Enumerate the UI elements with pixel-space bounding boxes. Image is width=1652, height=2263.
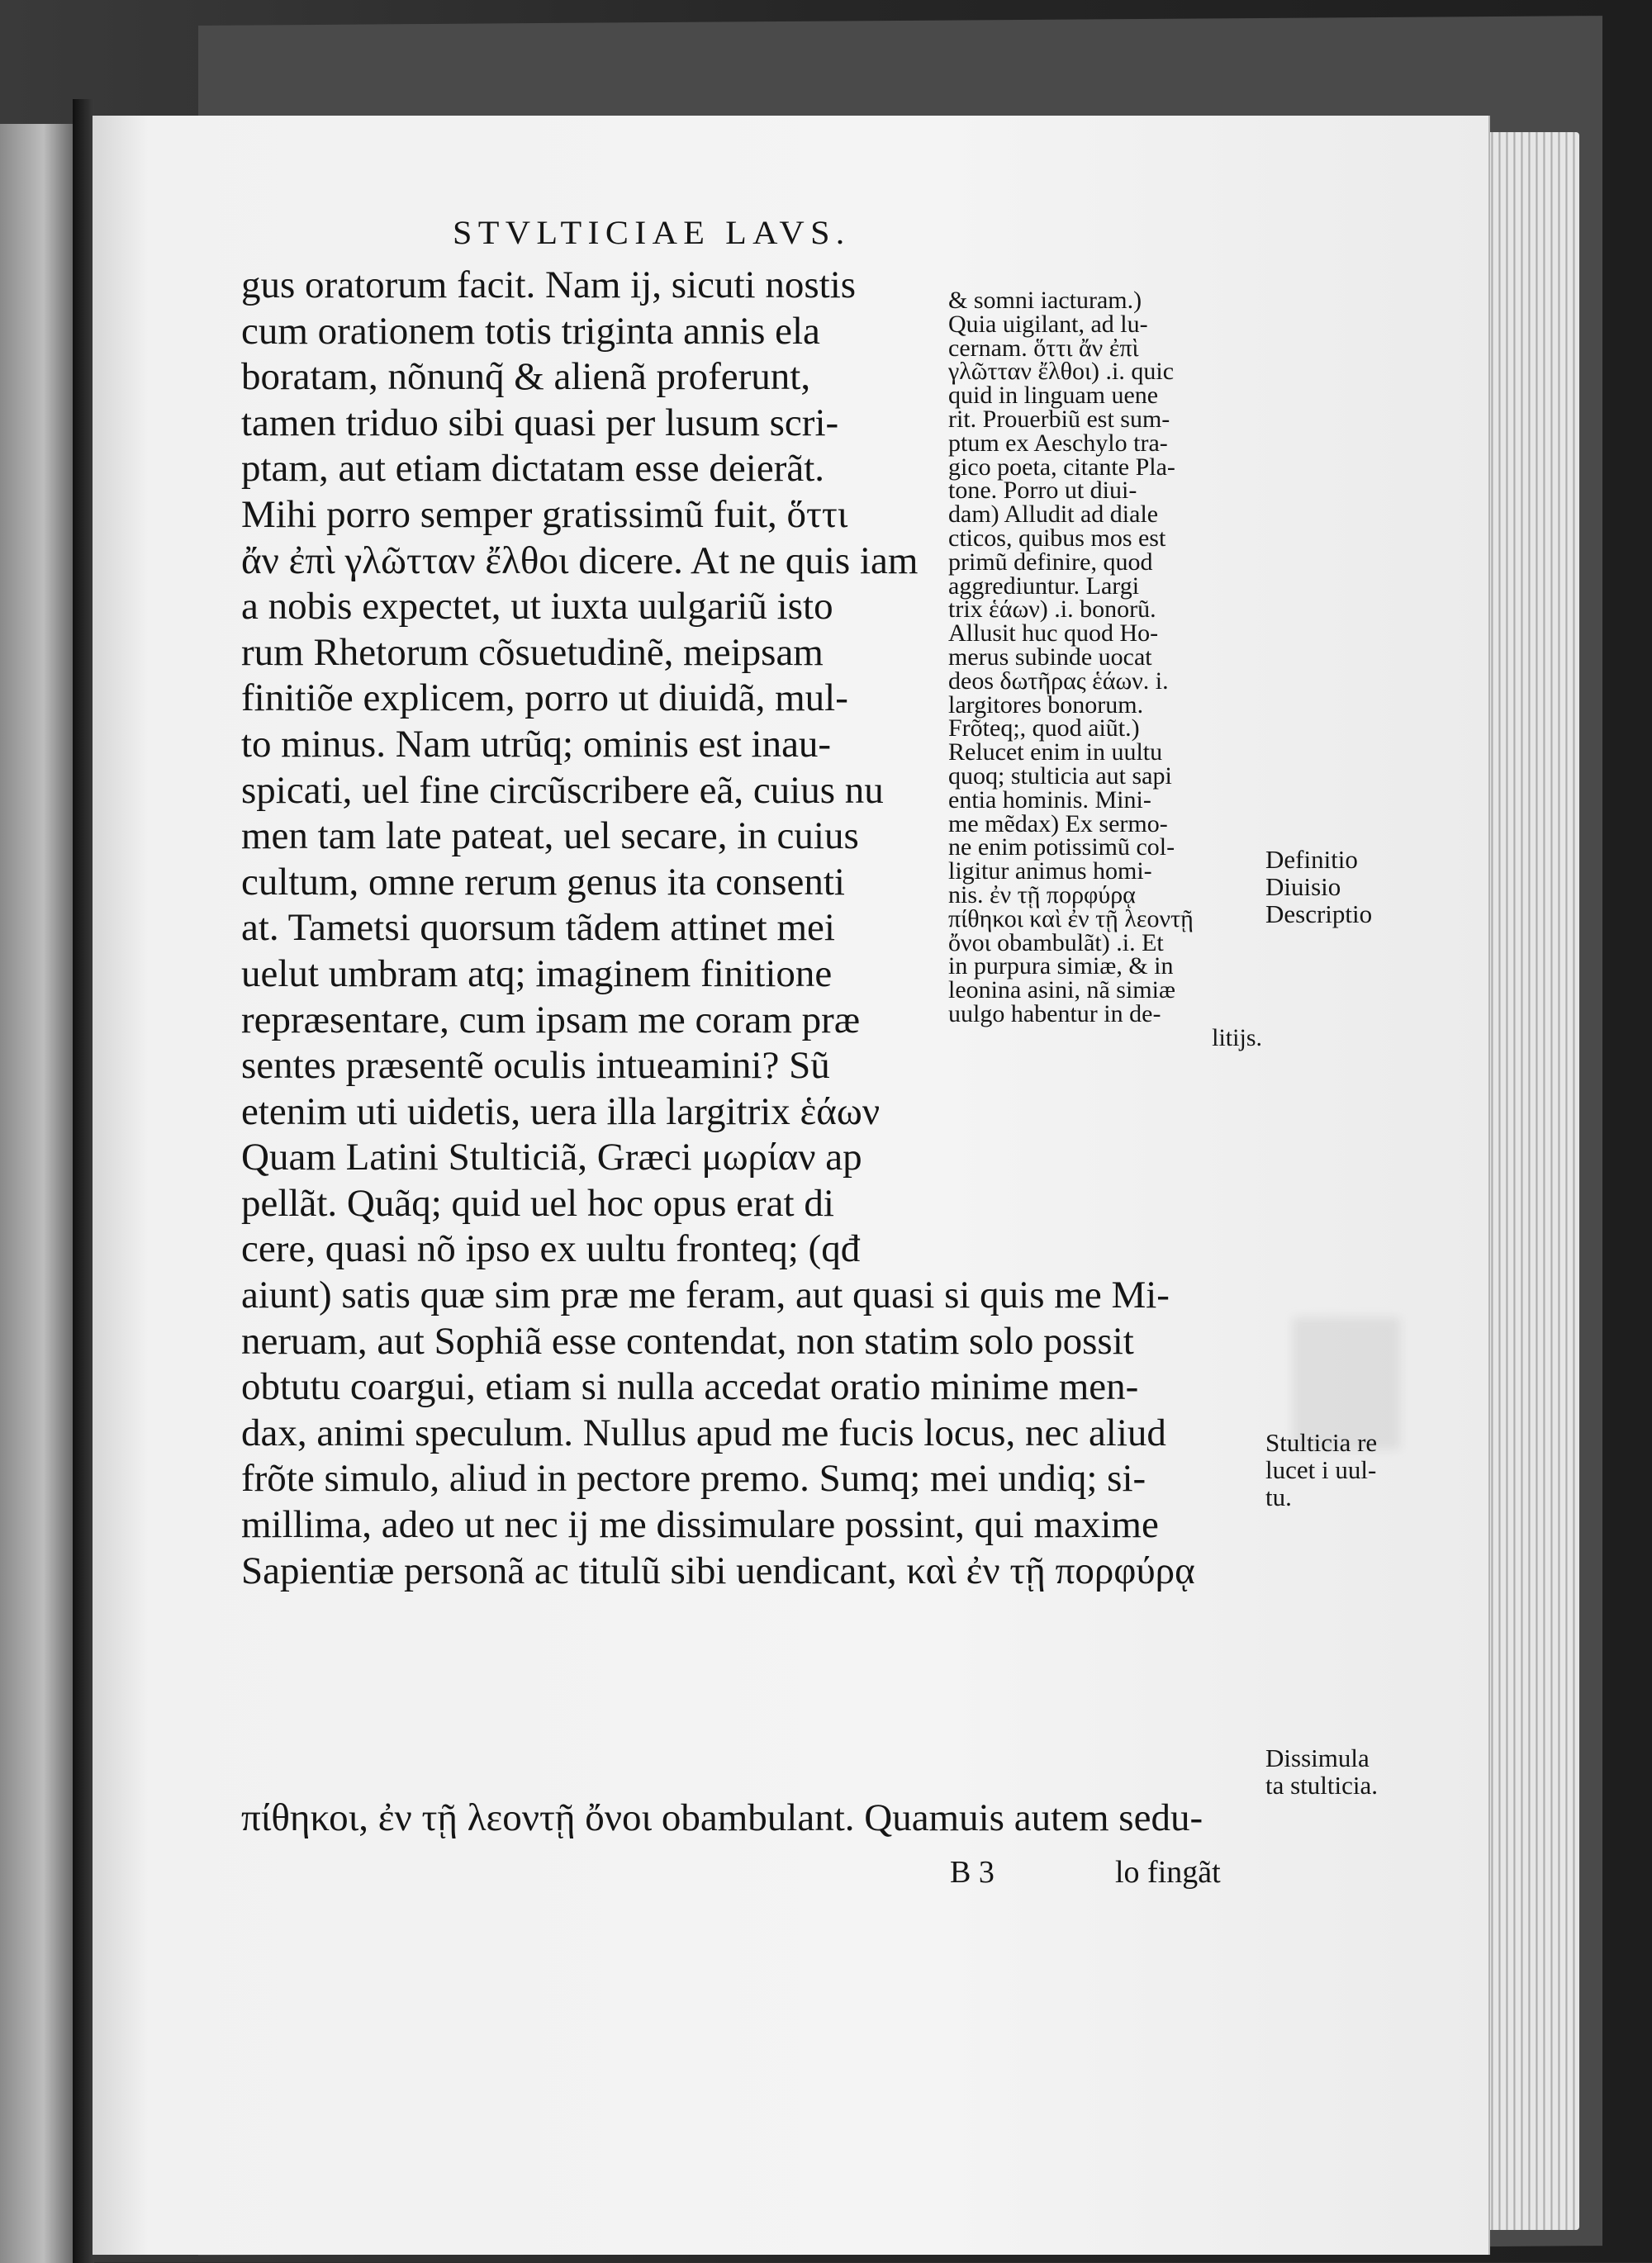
gloss-line: & somni iacturam.) [948,287,1142,314]
signature-mark: B 3 [950,1855,995,1890]
gloss-line: me mẽdax) Ex sermo- [948,809,1168,837]
gloss-line: quid in linguam uene [948,382,1159,410]
main-line: gus oratorum facit. Nam ij, sicuti nostis [241,263,857,306]
facing-page-edge [0,124,73,2263]
commentary-column [948,289,1262,1051]
gloss-line: ligitur animus homi- [948,857,1152,885]
main-line: rum Rhetorum cõsuetudinẽ, meipsam [241,630,824,674]
main-line: ptam, aut etiam dictatam esse deierãt. [241,447,825,491]
main-line: cultum, omne rerum genus ita consenti [241,860,845,904]
gloss-line: dam) Alludit ad diale [948,501,1159,529]
margin-note-line: tu. [1265,1483,1292,1511]
main-line: pellãt. Quãq; quid uel hoc opus erat di [241,1181,834,1225]
margin-note-line: ta stulticia. [1265,1771,1379,1800]
margin-note-definitio [1265,846,1372,927]
main-line: etenim uti uidetis, uera illa largitrix ἑάων [241,1089,881,1133]
margin-note-line: Definitio [1265,845,1358,874]
main-line: Sapientiæ personã ac titulũ sibi uendicant, καὶ ἐν τῇ πορφύρᾳ [241,1549,1195,1592]
margin-note-dissimulata [1265,1744,1378,1799]
gloss-line: primũ definire, quod [948,548,1153,576]
page-fore-edge [1479,132,1579,2230]
main-line: spicati, uel fine circũscribere eã, cuius nu [241,768,884,812]
gloss-line: litijs. [1212,1023,1262,1051]
main-line: to minus. Nam utrũq; ominis est inau- [241,722,832,766]
main-line: frõte simulo, aliud in pectore premo. Sumq; mei undiq; si- [241,1457,1146,1501]
running-head: STVLTICIAE LAVS. [453,214,851,251]
gloss-line: gico poeta, citante Pla- [948,453,1175,481]
gloss-line: cernam. ὅττι ἄν ἐπὶ [948,334,1139,362]
main-line: Quam Latini Stulticiã, Græci μωρίαν ap [241,1136,862,1179]
main-line: finitiõe explicem, porro ut diuidã, mul- [241,676,848,720]
main-line: a nobis expectet, ut iuxta uulgariũ isto [241,585,833,629]
main-line: Mihi porro semper gratissimũ fuit, ὅττι [241,492,848,536]
gloss-line: Allusit huc quod Ho- [948,619,1159,648]
gloss-line: in purpura simiæ, & in [948,952,1174,980]
main-line: uelut umbram atq; imaginem finitione [241,951,833,995]
gloss-line: rit. Prouerbiũ est sum- [948,405,1170,433]
gloss-line: ὄνοι obambulãt) .i. Et [948,928,1164,956]
main-line: cum orationem totis triginta annis ela [241,309,820,353]
margin-note-line: lucet i uul- [1265,1455,1377,1484]
gloss-line: tone. Porro ut diui- [948,477,1137,505]
gloss-line: merus subinde uocat [948,643,1152,671]
gloss-line: largitores bonorum. [948,690,1144,719]
gloss-line: ne enim potissimũ col- [948,833,1175,861]
catchword: lo fingãt [1115,1855,1221,1890]
main-line: aiunt) satis quæ sim præ me feram, aut quasi si quis me Mi- [241,1274,1170,1317]
margin-note-line: Descriptio [1265,899,1373,928]
main-line: sentes præsentẽ oculis intueamini? Sũ [241,1044,830,1088]
main-line: dax, animi speculum. Nullus apud me fucis locus, nec aliud [241,1411,1166,1454]
gloss-line: aggrediuntur. Largi [948,572,1140,600]
margin-note-line: Stulticia re [1265,1428,1378,1457]
main-line: boratam, nõnunq̃ & alienã proferunt, [241,355,811,399]
gloss-line: leonina asini, nã simiæ [948,976,1175,1004]
main-line: tamen triduo sibi quasi per lusum scri- [241,401,839,444]
main-line: repræsentare, cum ipsam me coram præ [241,998,861,1041]
main-line: at. Tametsi quorsum tãdem attinet mei [241,906,835,950]
main-line: cere, quasi nõ ipso ex uultu fronteq; (qđ [241,1227,861,1271]
gloss-line: ptum ex Aeschylo tra- [948,429,1168,457]
main-line: men tam late pateat, uel secare, in cuius [241,814,859,858]
main-line: millima, adeo ut nec ij me dissimulare possint, qui maxime [241,1503,1159,1547]
margin-note-line: Diuisio [1265,872,1341,901]
margin-note-line: Dissimula [1265,1744,1370,1772]
gloss-line: γλῶτταν ἔλθοι) .i. quic [948,358,1175,386]
main-line: obtutu coargui, etiam si nulla accedat oratio minime men- [241,1365,1139,1409]
gloss-line: trix ἑάων) .i. bonorũ. [948,595,1156,624]
gutter-shadow [73,99,94,2263]
margin-note-stulticia-relucet [1265,1429,1377,1511]
gloss-line: quoq; stulticia aut sapi [948,761,1172,790]
gloss-line: πίθηκοι καὶ ἐν τῇ λεοντῇ [948,904,1194,932]
gloss-line: Frõteq;, quod aiũt.) [948,714,1140,742]
gloss-line: uulgo habentur in de- [948,999,1161,1027]
main-line: ἄν ἐπὶ γλῶτταν ἔλθοι dicere. At ne quis iam [241,538,919,582]
main-last-line: πίθηκοι, ἐν τῇ λεοντῇ ὄνοι obambulant. Quamuis autem sedu- [241,1796,1203,1839]
gloss-line: nis. ἐν τῇ πορφύρᾳ [948,880,1136,909]
gloss-line: entia hominis. Mini- [948,785,1151,814]
gloss-line: Quia uigilant, ad lu- [948,310,1148,338]
gloss-line: Relucet enim in uultu [948,738,1163,766]
main-line: neruam, aut Sophiã esse contendat, non statim solo possit [241,1319,1134,1363]
gloss-line: deos δωτῆρας ἑάων. i. [948,667,1169,695]
gloss-line: cticos, quibus mos est [948,524,1166,552]
